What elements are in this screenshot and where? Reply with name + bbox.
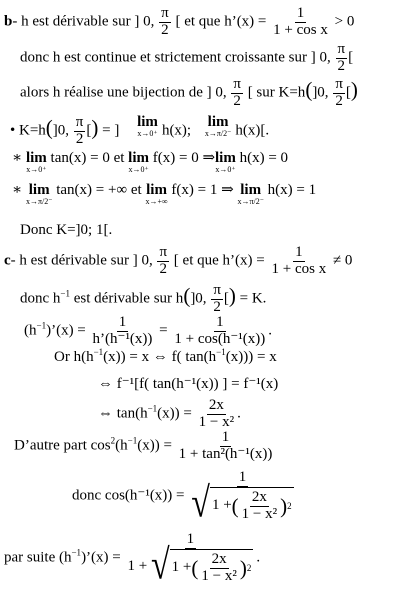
text: [ et que h’(x) =	[171, 13, 271, 30]
fraction-one-over-cos: $\frac{1}{\text{1 + cos(h⁻¹(x))}}$	[174, 314, 266, 347]
fraction-hprime: $\frac{1}{\text{1 + cos x}}$	[271, 244, 327, 277]
line-continuity	[20, 42, 353, 75]
limit-0plus: lim x→0⁺	[128, 150, 149, 174]
line-conclusion-k: Donc K=]0; 1[.	[20, 222, 113, 238]
line-final-result: par suite $(h^{-1})’(x)$ = 1 1 + √ 1 + ( 2x 1 − x² ) 2 .	[4, 531, 261, 589]
fraction-pi-over-2: $\frac{\pi}{2}$	[161, 5, 169, 38]
limit-0plus: lim x→0⁺	[25, 150, 47, 174]
line-cos-squared: D’autre part $\cos^2(h^{-1}(x))$ = $\frac{1}{\text{1 + tan²(h⁻¹(x))}}$	[14, 429, 273, 462]
limit-plus-inf: lim x→+∞	[145, 182, 168, 206]
fraction-hprime: $\frac{1}{\text{1 + cos x}}$	[273, 5, 328, 38]
fraction-pi-over-2: $\frac{\pi}{2}$	[75, 114, 84, 147]
limit-pi2-minus: lim x→π/2⁻	[237, 182, 264, 206]
text: [ sur K=h	[243, 84, 306, 101]
line-limits-zero: ∗ lim x→0⁺ tan(x) = 0 et lim x→0⁺ f(x) = 0 ⇒ lim x→0⁺ h(x) = 0	[12, 150, 289, 174]
limit-pi2-minus: lim x→π/2⁻	[25, 182, 53, 206]
text: - h est dérivable sur ] 0,	[12, 13, 159, 30]
part-label-b: b	[4, 13, 13, 30]
line-b-derivative	[4, 6, 354, 39]
line-inverse-derivative-formula: $(h^{-1})’(x)$ = $\frac{1}{\text{h’(h⁻¹(x))}}$ = $\frac{1}{\text{1 + cos(h⁻¹(x))}}$ .	[24, 314, 272, 347]
part-label-c: c	[4, 252, 11, 269]
line-tan-result: ⇔ $\tan(h^{-1}(x))$ = $\frac{2x}{\text{1 − x²}}$ .	[98, 397, 241, 430]
sqrt: √ 1 + ( 2x 1 − x² ) 2	[191, 479, 292, 527]
line-or: Or $h(h^{-1}(x)) = x$ ⇔ f( $\tan(h^{-1}(x))) = x$	[54, 347, 277, 365]
line-apply-finverse: ⇔ f⁻¹[f( tan(h⁻¹(x)) ] = f⁻¹(x)	[98, 376, 279, 392]
line-inverse-derivable: donc $h^{-1}$ est dérivable sur h(]0, $\frac{\pi}{2}$ [) = K.	[20, 282, 267, 315]
line-c-derivative: c- h est dérivable sur ] 0, $\frac{\pi}{2}$ [ et que h’(x) = $\frac{1}{\text{1 + cos x}}$ ≠ 0	[4, 244, 353, 277]
text: donc h est continue et strictement croissante sur ] 0,	[20, 49, 335, 66]
fraction-pi-over-2: $\frac{\pi}{2}$	[159, 244, 168, 277]
line-bijection: alors h réalise une bijection de ] 0, $\frac{\pi}{2}$ [ sur K=h(]0, $\frac{\pi}{2}$ [)	[20, 76, 358, 109]
limit-0plus: lim x→0⁺	[137, 114, 158, 138]
line-k-equals: • K=h(]0, $\frac{\pi}{2}$ [) = ] lim x→0⁺ h(x); lim x→π/2⁻ h(x)[.	[10, 114, 270, 147]
line-cos-result: donc cos(h⁻¹(x)) = 1 √ 1 + ( 2x 1 − x² ) 2	[72, 470, 297, 522]
text: > 0	[330, 13, 355, 30]
fraction-2x: $\frac{2x}{\text{1 − x²}}$	[198, 397, 235, 430]
text: [	[348, 49, 354, 66]
text: • K=h	[10, 122, 46, 139]
sqrt: √ 1 + ( 2x 1 − x² ) 2	[150, 541, 252, 589]
fraction-one-over-tan2: $\frac{1}{\text{1 + tan²(h⁻¹(x))}}$	[178, 429, 273, 462]
fraction-pi-over-2: $\frac{\pi}{2}$	[335, 76, 343, 109]
line-limits-one: ∗ lim x→π/2⁻ tan(x) = +∞ et lim x→+∞ f(x) = 1 ⇒ lim x→π/2⁻ h(x) = 1	[12, 182, 317, 206]
fraction-one-over-sqrt: 1 √ 1 + ( 2x 1 − x² ) 2	[191, 469, 292, 527]
fraction-pi-over-2: $\frac{\pi}{2}$	[337, 41, 346, 74]
fraction-final: 1 1 + √ 1 + ( 2x 1 − x² ) 2	[127, 531, 252, 589]
text: alors h réalise une bijection de ] 0,	[20, 84, 231, 101]
limit-pi2-minus: lim x→π/2⁻	[204, 114, 232, 138]
fraction-pi-over-2: $\frac{\pi}{2}$	[233, 76, 241, 109]
limit-0plus: lim x→0⁺	[215, 150, 236, 174]
fraction-one-over-hprime: $\frac{1}{\text{h’(h⁻¹(x))}}$	[92, 314, 153, 347]
fraction-pi-over-2: $\frac{\pi}{2}$	[213, 282, 221, 315]
